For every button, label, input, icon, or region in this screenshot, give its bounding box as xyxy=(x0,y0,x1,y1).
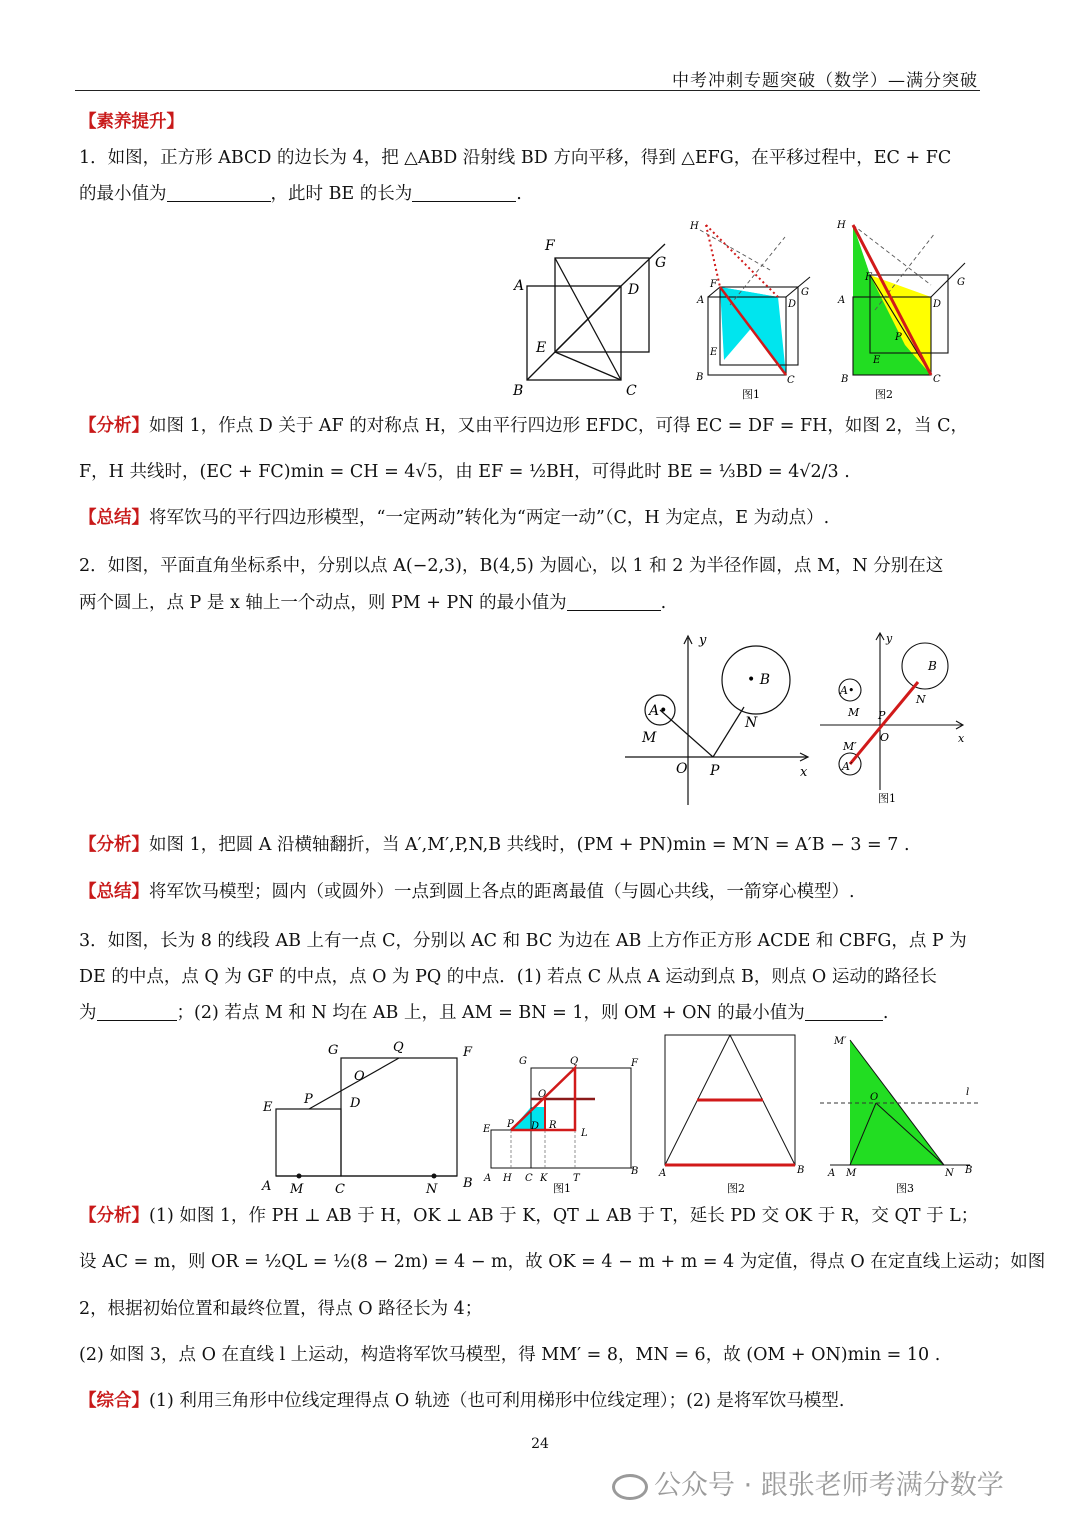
p1-summary: 将军饮马的平行四边形模型，“一定两动”转化为“两定一动”（C，H 为定点，E 为动点）. xyxy=(149,508,830,528)
label-x: x xyxy=(800,765,808,780)
label-H: H xyxy=(837,220,846,231)
fig-caption: 图1 xyxy=(553,1182,571,1195)
label-B: B xyxy=(463,1176,473,1191)
label-E: E xyxy=(483,1124,491,1135)
label-Q: Q xyxy=(570,1056,579,1067)
label-C: C xyxy=(787,375,795,386)
label-O: O xyxy=(538,1089,547,1100)
p3-figure-3 xyxy=(820,1030,980,1200)
page-header xyxy=(75,62,980,91)
label-M: M xyxy=(642,730,657,746)
label-M-prime: M′ xyxy=(834,1036,847,1047)
p3-l3a: 为 xyxy=(79,1003,97,1023)
label-P: P xyxy=(304,1092,313,1107)
label-H: H xyxy=(690,221,699,232)
label-A-dot: A• xyxy=(840,684,855,697)
label-B: B xyxy=(928,659,937,673)
label-G: G xyxy=(957,277,965,288)
p3-l3c: . xyxy=(882,1003,889,1023)
label-G: G xyxy=(655,255,667,271)
analysis-tag: 【分析】 xyxy=(79,835,149,855)
label-F: F xyxy=(631,1058,638,1069)
fig-caption: 图1 xyxy=(742,388,760,401)
label-P: P xyxy=(710,763,720,779)
label-N: N xyxy=(745,715,758,731)
label-y: y xyxy=(699,633,707,648)
p2-analysis: 如图 1，把圆 A 沿横轴翻折，当 A′,M′,P,N,B 共线时，(PM + PN)min = M′N = A′B − 3 = 7 . xyxy=(149,835,910,855)
p3-synthesis-line xyxy=(79,1389,845,1413)
p1-line2 xyxy=(79,182,522,206)
label-F: F xyxy=(710,279,717,290)
label-D: D xyxy=(628,282,640,298)
label-A: A xyxy=(484,1173,492,1184)
label-E: E xyxy=(536,340,547,356)
p1-l2a: 的最小值为 xyxy=(79,184,167,204)
label-G: G xyxy=(519,1056,527,1067)
label-y: y xyxy=(886,632,893,645)
label-H: H xyxy=(503,1173,512,1184)
p3-figure-main xyxy=(260,1040,480,1200)
label-O: O xyxy=(870,1092,879,1103)
label-A: A xyxy=(828,1168,836,1179)
label-F: F xyxy=(463,1045,473,1060)
p2-l2b: . xyxy=(660,593,667,613)
section-title: 【素养提升】 xyxy=(79,112,184,132)
p2-figure-main xyxy=(620,630,815,810)
label-B: B xyxy=(696,372,704,383)
label-E: E xyxy=(263,1100,273,1115)
label-M: M xyxy=(290,1182,304,1197)
p1-analysis-line1 xyxy=(79,414,968,438)
label-A-dot: A• xyxy=(649,703,668,719)
label-K: K xyxy=(540,1173,548,1184)
wechat-icon xyxy=(612,1474,648,1500)
label-D: D xyxy=(350,1096,361,1111)
label-D: D xyxy=(933,299,942,310)
p2-l2a: 两个圆上，点 P 是 x 轴上一个动点，则 PM + PN 的最小值为 xyxy=(79,593,567,613)
p2-summary-line xyxy=(79,880,855,904)
label-N: N xyxy=(945,1168,954,1179)
p2-analysis-line xyxy=(79,833,910,857)
p2-line2 xyxy=(79,591,666,615)
synthesis-tag: 【综合】 xyxy=(79,1391,149,1411)
p1-l2c: . xyxy=(516,184,522,204)
label-D: D xyxy=(531,1121,540,1132)
p3-analysis1: (1) 如图 1，作 PH ⊥ AB 于 H，OK ⊥ AB 于 K，QT ⊥ AB 于 T，延长 PD 交 OK 于 R，交 QT 于 L； xyxy=(149,1206,979,1226)
label-B: B xyxy=(965,1165,973,1176)
answer-blank xyxy=(805,1002,883,1021)
label-R: R xyxy=(549,1120,557,1131)
p3-figure-2 xyxy=(655,1030,815,1200)
label-P: P xyxy=(878,709,886,722)
label-A: A xyxy=(697,295,705,306)
label-M: M xyxy=(846,1168,857,1179)
p3-analysis-line4: (2) 如图 3，点 O 在直线 l 上运动，构造将军饮马模型，得 MM′ = 8，MN = 6，故 (OM + ON)min = 10 . xyxy=(79,1345,941,1365)
p2-line1: 2．如图，平面直角坐标系中，分别以点 A(−2,3)，B(4,5) 为圆心，以 1 和 2 为半径作圆，点 M，N 分别在这 xyxy=(79,556,944,576)
p1-line1: 1．如图，正方形 ABCD 的边长为 4，把 △ABD 沿射线 BD 方向平移，得到 △EFG，在平移过程中，EC + FC xyxy=(79,148,952,168)
label-F: F xyxy=(545,238,555,254)
label-P: P xyxy=(895,332,902,343)
p3-l3b: ；(2) 若点 M 和 N 均在 AB 上，且 AM = BN = 1，则 OM + ON 的最小值为 xyxy=(176,1003,805,1023)
label-D: D xyxy=(788,299,797,310)
p1-figure-1 xyxy=(690,215,820,400)
label-B: B xyxy=(841,374,849,385)
p3-figure-1 xyxy=(483,1050,643,1200)
label-E: E xyxy=(873,355,881,366)
label-A: A xyxy=(514,278,525,294)
p3-analysis-line2: 设 AC = m，则 OR = ½QL = ½(8 − 2m) = 4 − m，故 OK = 4 − m + m = 4 为定值，得点 O 在定直线上运动；如图 xyxy=(79,1252,1046,1272)
watermark xyxy=(612,1463,1004,1502)
label-C: C xyxy=(335,1182,345,1197)
answer-blank xyxy=(97,1002,177,1021)
label-L: L xyxy=(581,1128,588,1139)
label-B: B xyxy=(797,1165,805,1176)
label-F: F xyxy=(865,272,872,283)
label-E: E xyxy=(710,347,718,358)
label-M: M xyxy=(848,706,860,719)
label-O: O xyxy=(880,731,890,744)
label-T: T xyxy=(573,1173,580,1184)
label-B: B xyxy=(631,1166,639,1177)
label-B-dot: • B xyxy=(747,672,770,688)
p3-synthesis: (1) 利用三角形中位线定理得点 O 轨迹（也可利用梯形中位线定理）；(2) 是将军饮马模型. xyxy=(149,1391,845,1411)
label-M-prime: M′ xyxy=(843,740,857,753)
p3-line1: 3．如图，长为 8 的线段 AB 上有一点 C，分别以 AC 和 BC 为边在 AB 上方作正方形 ACDE 和 CBFG，点 P 为 xyxy=(79,931,967,951)
label-B: B xyxy=(513,383,524,399)
p3-line3 xyxy=(79,1001,888,1025)
label-l: l xyxy=(966,1087,970,1098)
label-O: O xyxy=(676,761,688,777)
summary-tag: 【总结】 xyxy=(79,882,149,902)
label-C: C xyxy=(525,1173,533,1184)
label-G: G xyxy=(801,287,809,298)
fig-caption: 图1 xyxy=(878,792,896,805)
p2-figure-1 xyxy=(818,630,978,810)
label-A: A xyxy=(838,295,846,306)
header-title: 中考冲刺专题突破（数学）—满分突破 xyxy=(672,71,978,91)
p3-line2: DE 的中点，点 Q 为 GF 的中点，点 O 为 PQ 的中点．(1) 若点 C 从点 A 运动到点 B，则点 O 运动的路径长 xyxy=(79,967,937,987)
label-x: x xyxy=(958,732,965,745)
p1-l2b: ，此时 BE 的长为 xyxy=(270,184,413,204)
label-A-prime: A′ xyxy=(842,760,853,773)
analysis-tag: 【分析】 xyxy=(79,416,149,436)
label-Q: Q xyxy=(393,1040,404,1055)
label-G: G xyxy=(328,1043,339,1058)
analysis-tag: 【分析】 xyxy=(79,1206,149,1226)
p1-summary-line xyxy=(79,506,829,530)
fig-caption: 图2 xyxy=(727,1182,745,1195)
p3-analysis-line1 xyxy=(79,1204,978,1228)
p1-analysis1: 如图 1，作点 D 关于 AF 的对称点 H，又由平行四边形 EFDC，可得 EC = DF = FH，如图 2，当 C， xyxy=(149,416,969,436)
fig-caption: 图3 xyxy=(896,1182,914,1195)
answer-blank xyxy=(167,183,271,202)
label-C: C xyxy=(933,374,941,385)
label-A: A xyxy=(659,1168,667,1179)
label-N: N xyxy=(916,693,926,706)
label-C: C xyxy=(626,383,637,399)
p1-figure-2 xyxy=(835,215,975,400)
p1-figure-main xyxy=(500,230,680,400)
label-P: P xyxy=(507,1119,514,1130)
fig-caption: 图2 xyxy=(875,388,893,401)
p2-summary: 将军饮马模型；圆内（或圆外）一点到圆上各点的距离最值（与圆心共线，一箭穿心模型）. xyxy=(149,882,855,902)
p1-analysis-line2: F，H 共线时，(EC + FC)min = CH = 4√5，由 EF = ½BH，可得此时 BE = ⅓BD = 4√2/3 . xyxy=(79,462,850,482)
label-O: O xyxy=(354,1069,365,1084)
page-number: 24 xyxy=(531,1436,549,1452)
label-A: A xyxy=(262,1179,272,1194)
p3-analysis-line3: 2，根据初始位置和最终位置，得点 O 路径长为 4； xyxy=(79,1299,483,1319)
answer-blank xyxy=(567,592,661,611)
watermark-text: 公众号 · 跟张老师考满分数学 xyxy=(654,1470,1004,1501)
answer-blank xyxy=(412,183,516,202)
summary-tag: 【总结】 xyxy=(79,508,149,528)
label-N: N xyxy=(426,1182,438,1197)
